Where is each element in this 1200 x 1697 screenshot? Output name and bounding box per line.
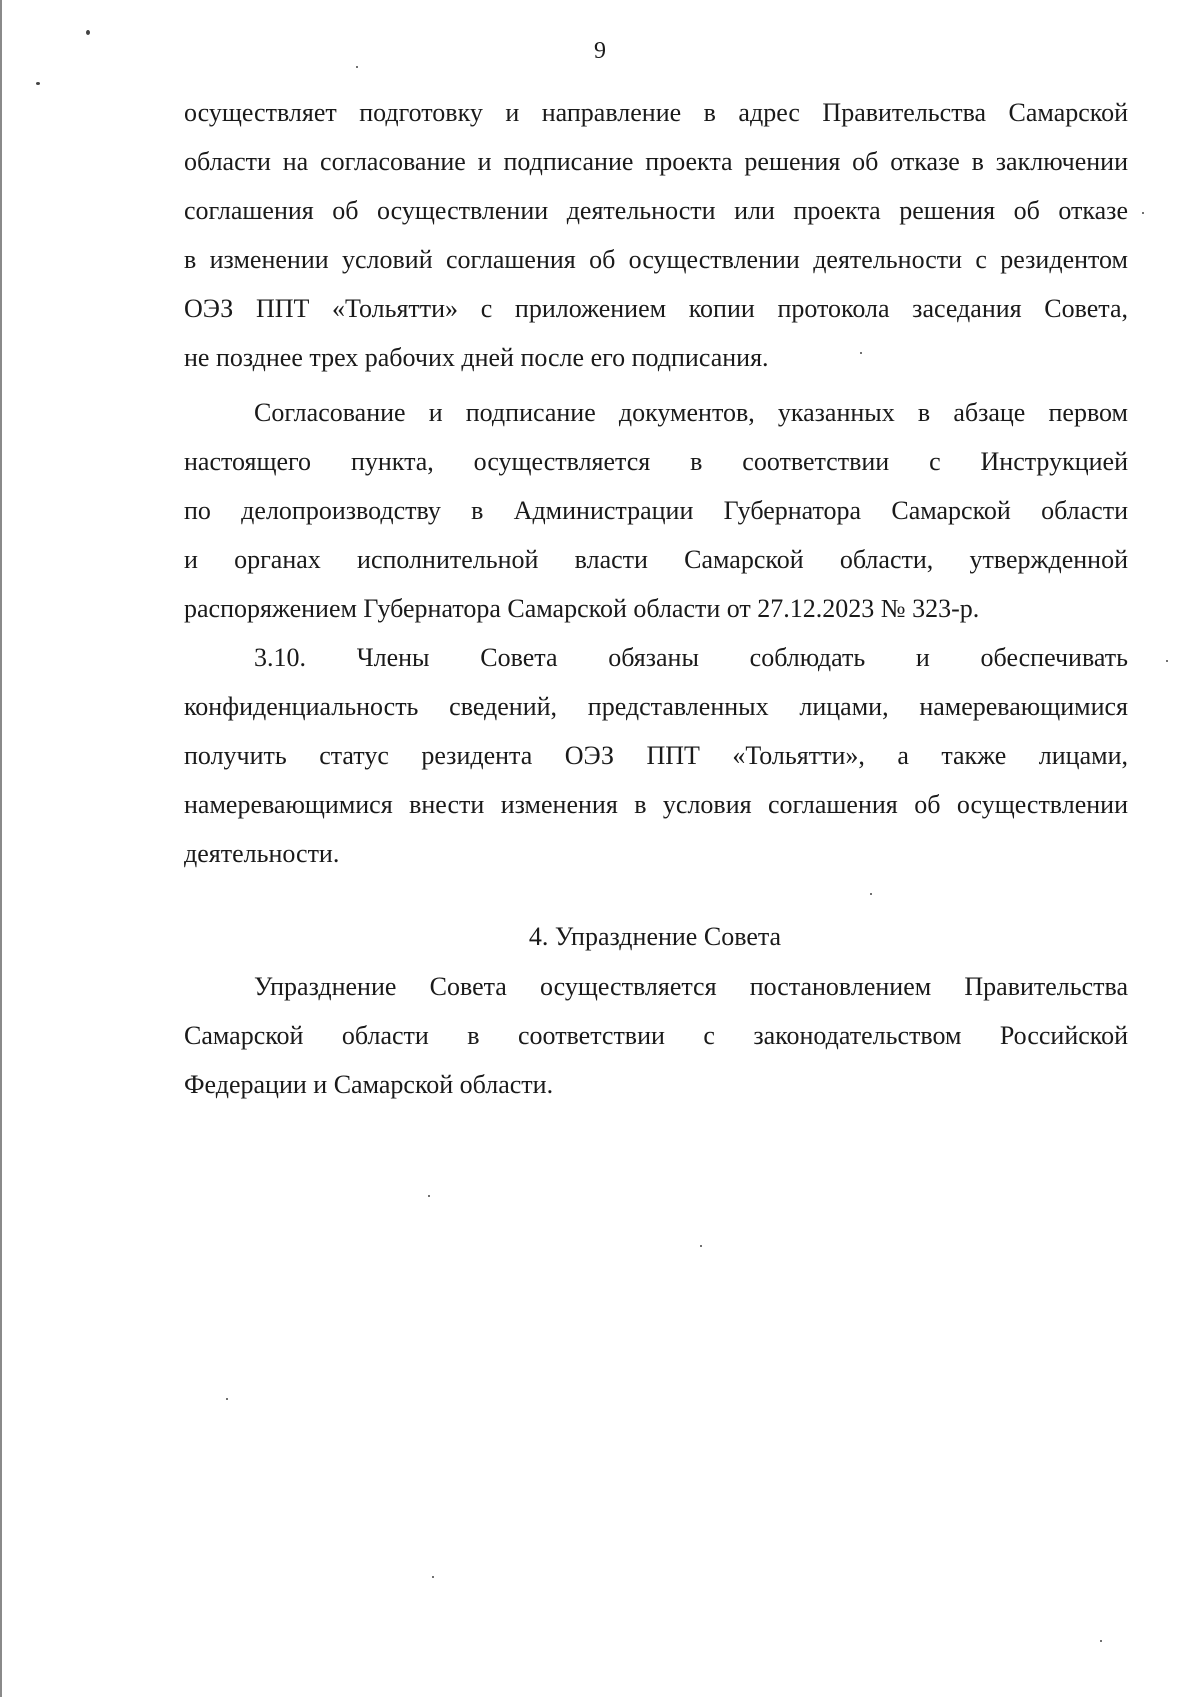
paragraph-1-line: соглашения об осуществлении деятельности или проекта решения об отказе	[184, 196, 1128, 225]
paragraph-2-line: по делопроизводству в Администрации Губернатора Самарской области	[184, 496, 1128, 525]
paragraph-1-line: ОЭЗ ППТ «Тольятти» с приложением копии протокола заседания Совета,	[184, 294, 1128, 323]
paragraph-3-line: конфиденциальность сведений, представленных лицами, намеревающимися	[184, 692, 1128, 721]
paragraph-2-line: распоряжением Губернатора Самарской области от 27.12.2023 № 323-р.	[184, 594, 980, 623]
paragraph-3-line: получить статус резидента ОЭЗ ППТ «Тольятти», а также лицами,	[184, 741, 1128, 770]
scan-speck	[870, 893, 872, 895]
scan-speck	[36, 82, 40, 85]
paragraph-3-line: 3.10. Члены Совета обязаны соблюдать и обеспечивать	[254, 643, 1128, 672]
scan-speck	[1100, 1640, 1102, 1642]
scan-speck	[432, 1576, 434, 1578]
scan-speck	[86, 30, 90, 35]
paragraph-3	[184, 633, 1128, 878]
paragraph-1-line: осуществляет подготовку и направление в адрес Правительства Самарской	[184, 98, 1128, 127]
section-4-paragraph	[184, 962, 1128, 1109]
paragraph-1	[184, 88, 1128, 382]
scan-speck	[860, 352, 862, 354]
scan-speck	[700, 1245, 702, 1247]
paragraph-2-line: и органах исполнительной власти Самарской области, утвержденной	[184, 545, 1128, 574]
paragraph-2-line: Согласование и подписание документов, указанных в абзаце первом	[254, 398, 1128, 427]
paragraph-1-line: области на согласование и подписание проекта решения об отказе в заключении	[184, 147, 1128, 176]
scan-speck	[1142, 212, 1144, 214]
paragraph-3-line: деятельности.	[184, 839, 340, 868]
section-heading: 4. Упразднение Совета	[528, 922, 782, 951]
paragraph-3-line: намеревающимися внести изменения в условия соглашения об осуществлении	[184, 790, 1128, 819]
scan-speck	[428, 1195, 430, 1197]
paragraph-1-line: не позднее трех рабочих дней после его подписания.	[184, 343, 769, 372]
section-4-line: Упразднение Совета осуществляется постановлением Правительства	[254, 972, 1128, 1001]
section-4-line: Самарской области в соответствии с законодательством Российской	[184, 1021, 1128, 1050]
paragraph-1-line: в изменении условий соглашения об осуществлении деятельности с резидентом	[184, 245, 1128, 274]
paragraph-2	[184, 388, 1128, 633]
scan-speck	[356, 66, 358, 68]
paragraph-2-line: настоящего пункта, осуществляется в соответствии с Инструкцией	[184, 447, 1128, 476]
scan-speck	[226, 1398, 228, 1400]
section-4-line: Федерации и Самарской области.	[184, 1070, 554, 1099]
page-left-edge	[0, 0, 2, 1697]
scan-speck	[1166, 660, 1168, 662]
page-number: 9	[594, 38, 606, 64]
